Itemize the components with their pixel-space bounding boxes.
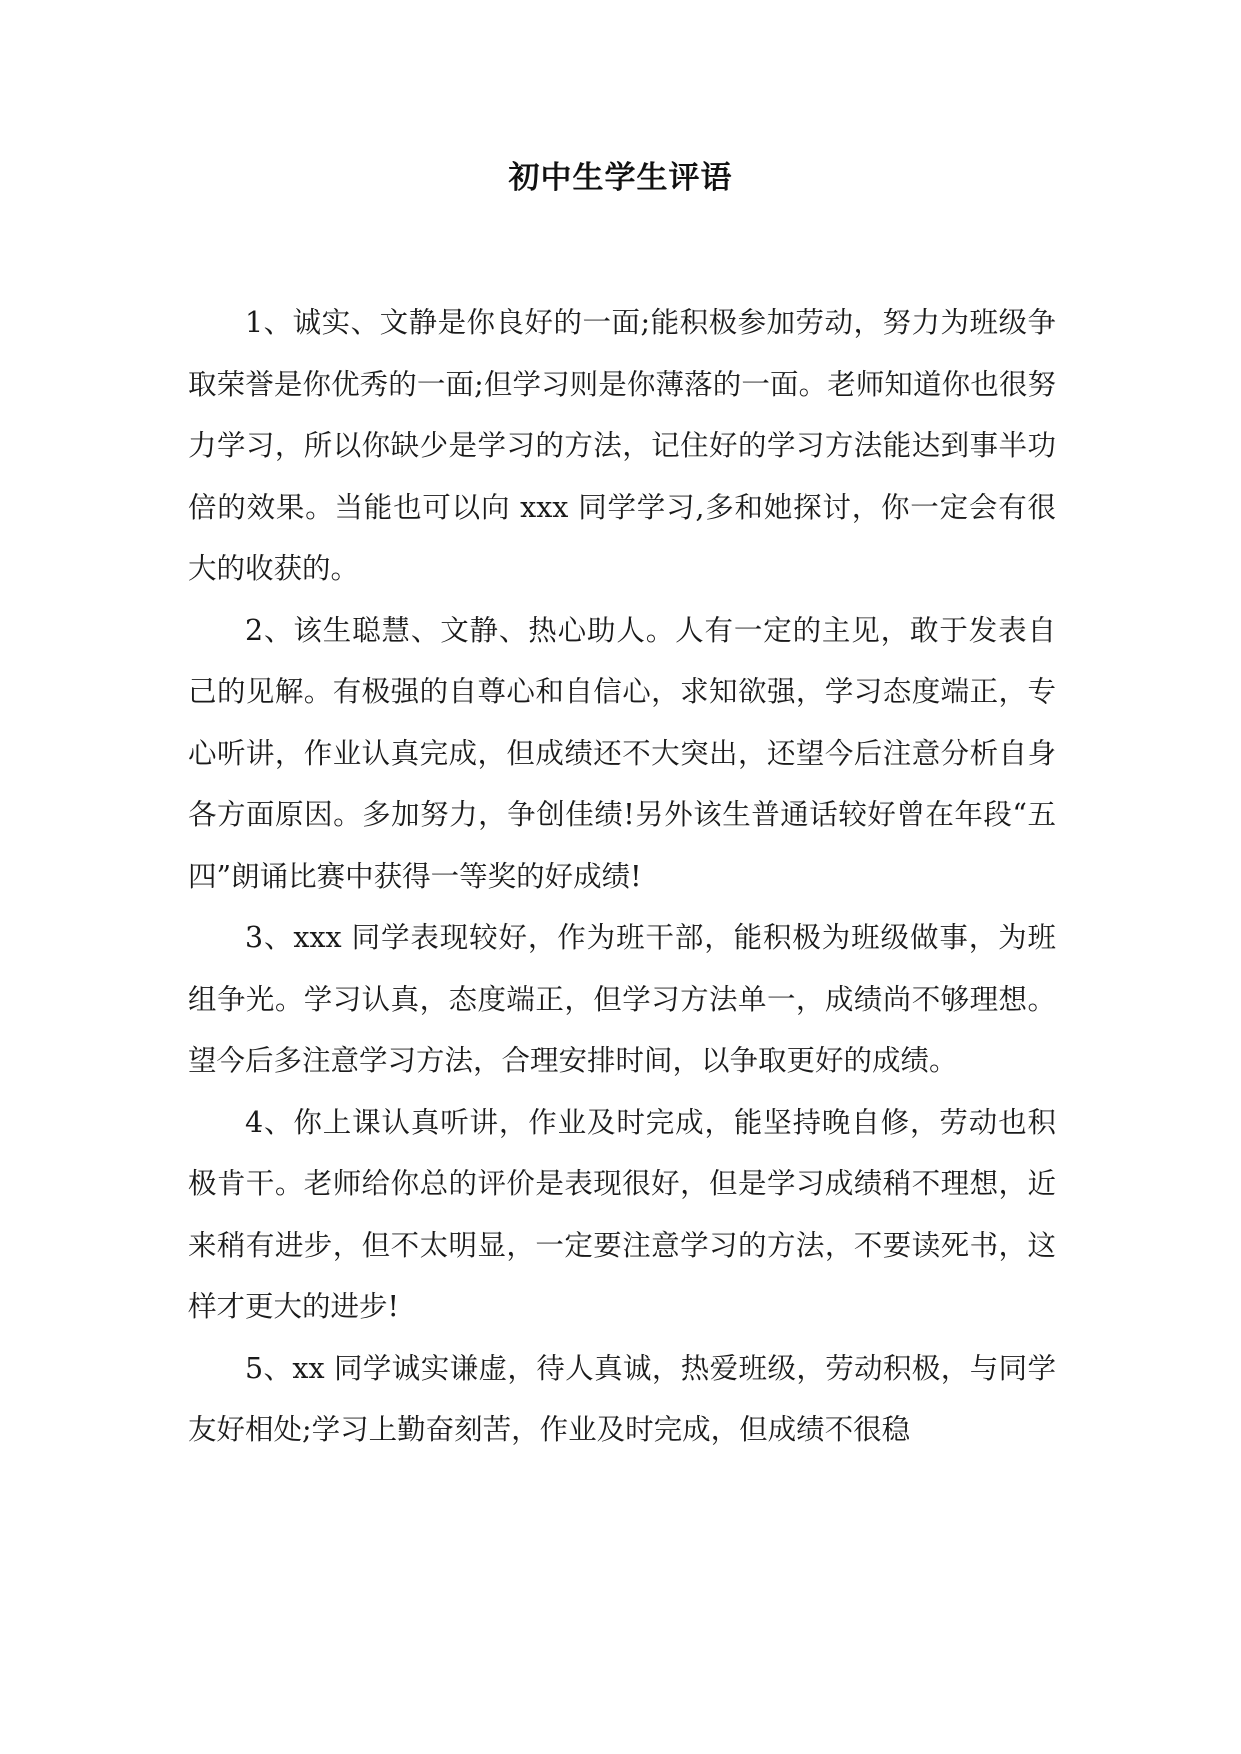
paragraph-1: 1、诚实、文静是你良好的一面;能积极参加劳动，努力为班级争取荣誉是你优秀的一面;但学习则是你薄落的一面。老师知道你也很努力学习，所以你缺少是学习的方法，记住好的学习方法能达到事半功倍的效果。当能也可以向 xxx 同学学习,多和她探讨，你一定会有很大的收获的。 bbox=[188, 306, 1056, 585]
document-title: 初中生学生评语 bbox=[508, 160, 733, 196]
paragraph-4: 4、你上课认真听讲，作业及时完成，能坚持晚自修，劳动也积极肯干。老师给你总的评价是表现很好，但是学习成绩稍不理想，近来稍有进步，但不太明显，一定要注意学习的方法，不要读死书，这样才更大的进步! bbox=[188, 1105, 1056, 1323]
paragraph-2: 2、该生聪慧、文静、热心助人。人有一定的主见，敢于发表自己的见解。有极强的自尊心和自信心，求知欲强，学习态度端正，专心听讲，作业认真完成，但成绩还不大突出，还望今后注意分析自身各方面原因。多加努力，争创佳绩!另外该生普通话较好曾在年段“五四”朗诵比赛中获得一等奖的好成绩! bbox=[188, 613, 1056, 893]
paragraph-5: 5、xx 同学诚实谦虚，待人真诚，热爱班级，劳动积极，与同学友好相处;学习上勤奋刻苦，作业及时完成，但成绩不很稳 bbox=[188, 1351, 1056, 1446]
paragraph-3: 3、xxx 同学表现较好，作为班干部，能积极为班级做事，为班组争光。学习认真，态度端正，但学习方法单一，成绩尚不够理想。望今后多注意学习方法，合理安排时间，以争取更好的成绩。 bbox=[188, 921, 1056, 1077]
document-body bbox=[188, 292, 1056, 1461]
